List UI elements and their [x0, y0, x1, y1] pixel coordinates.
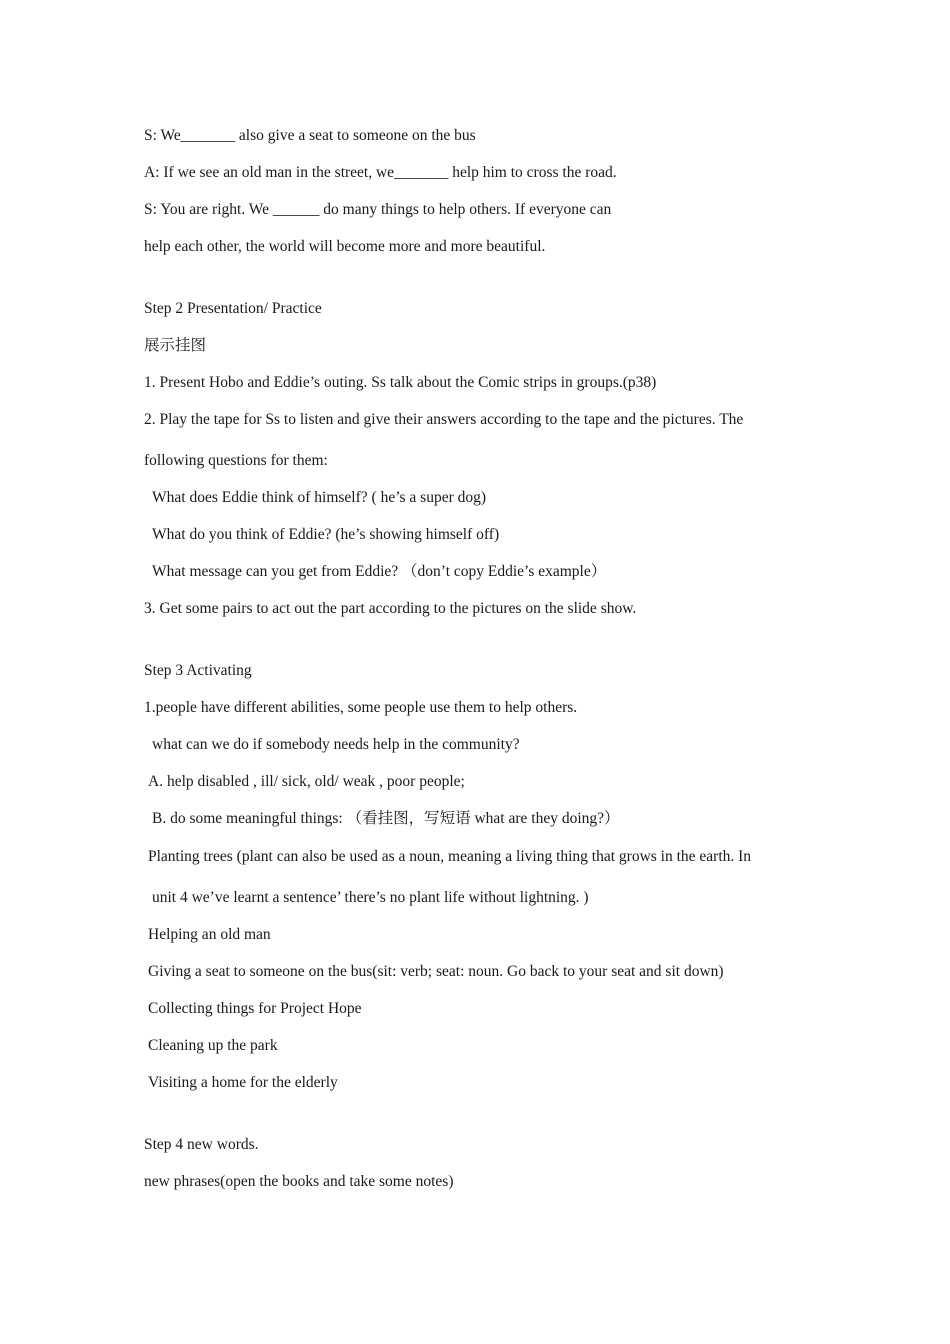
- step4-heading: Step 4 new words.: [144, 1136, 259, 1153]
- step4-phrases: new phrases(open the books and take some notes): [144, 1173, 454, 1190]
- step3-question: what can we do if somebody needs help in the community?: [152, 736, 520, 753]
- dialogue-line-s2: S: You are right. We ______ do many things to help others. If everyone can: [144, 201, 612, 218]
- step2-item-1: 1. Present Hobo and Eddie’s outing. Ss talk about the Comic strips in groups.(p38): [144, 374, 657, 391]
- step3-cleaning: Cleaning up the park: [148, 1037, 278, 1054]
- step3-giving: Giving a seat to someone on the bus(sit: verb; seat: noun. Go back to your seat and sit down): [148, 963, 724, 980]
- step3-option-b: B. do some meaningful things: （看挂图，写短语 what are they doing?）: [152, 810, 620, 827]
- step3-option-a: A. help disabled , ill/ sick, old/ weak , poor people;: [148, 773, 465, 790]
- step3-heading: Step 3 Activating: [144, 662, 252, 679]
- dialogue-line-s1: S: We_______ also give a seat to someone on the bus: [144, 127, 476, 144]
- step3-helping: Helping an old man: [148, 926, 271, 943]
- step3-item-1: 1.people have different abilities, some people use them to help others.: [144, 699, 578, 716]
- step2-heading: Step 2 Presentation/ Practice: [144, 300, 322, 317]
- step2-subheading: 展示挂图: [144, 337, 207, 354]
- dialogue-line-a1: A: If we see an old man in the street, we_______ help him to cross the road.: [144, 164, 617, 181]
- step2-item-2: 2. Play the tape for Ss to listen and give their answers according to the tape and the pictures. The: [144, 411, 744, 428]
- step2-item-2-continued: following questions for them:: [144, 452, 328, 469]
- step2-question-3: What message can you get from Eddie? （don’t copy Eddie’s example）: [152, 563, 607, 580]
- dialogue-line-s2-continued: help each other, the world will become more and more beautiful.: [144, 238, 546, 255]
- step3-visiting: Visiting a home for the elderly: [148, 1074, 338, 1091]
- step2-question-2: What do you think of Eddie? (he’s showing himself off): [152, 526, 500, 543]
- step3-planting-trees: Planting trees (plant can also be used as a noun, meaning a living thing that grows in the earth. In: [148, 848, 752, 865]
- step2-question-1: What does Eddie think of himself? ( he’s a super dog): [152, 489, 487, 506]
- step3-collecting: Collecting things for Project Hope: [148, 1000, 362, 1017]
- step2-item-3: 3. Get some pairs to act out the part according to the pictures on the slide show.: [144, 600, 637, 617]
- step3-planting-trees-continued: unit 4 we’ve learnt a sentence’ there’s no plant life without lightning. ): [152, 889, 589, 906]
